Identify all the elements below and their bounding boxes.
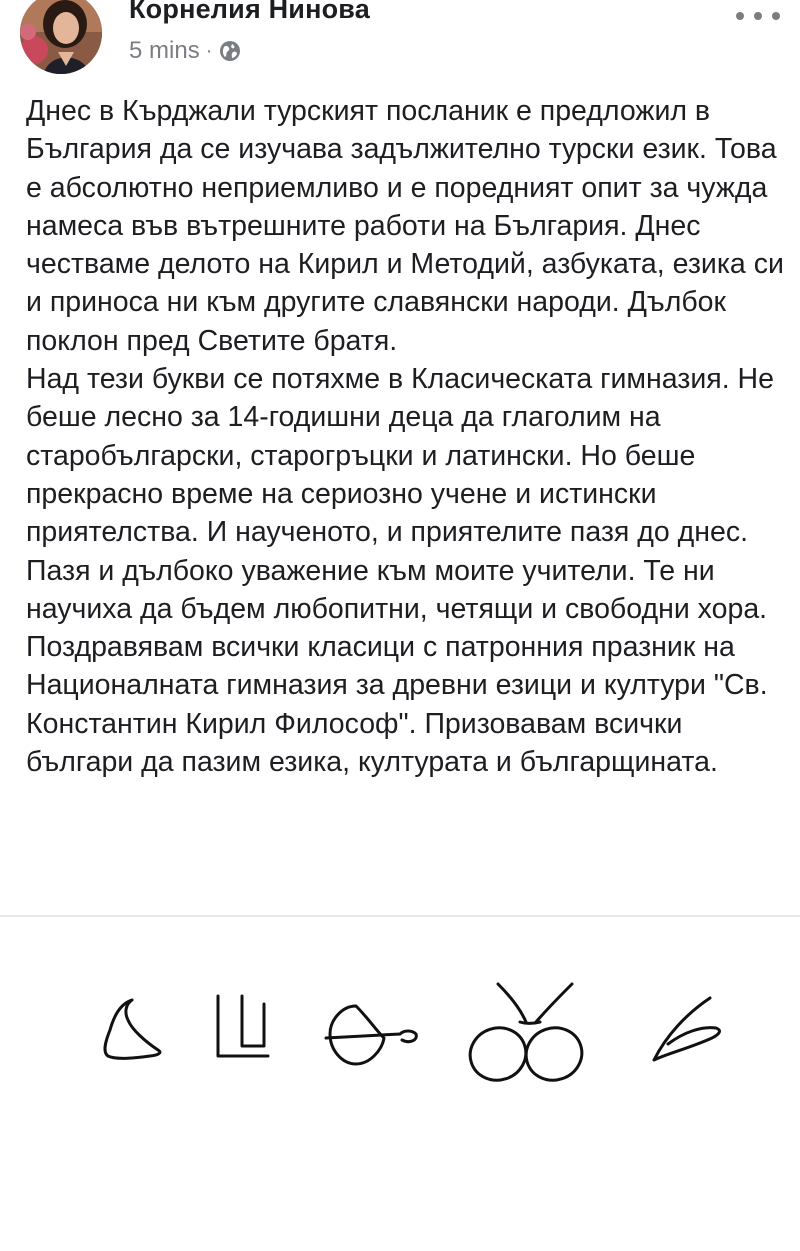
post-image[interactable]: [0, 960, 800, 1100]
post-paragraph: Днес в Кърджали турският посланик е предложил в България да се изучава задължително турски език. Това е абсолютно неприемливо и е поредният опит за чужда намеса във вътрешните работи на България. Днес честваме делото на Кирил и Методий, азбуката, езика си и приноса ни към другите славянски народи. Дълбок поклон пред Светите братя.: [26, 95, 784, 357]
post-timestamp[interactable]: 5 mins: [129, 37, 200, 64]
more-dot: [772, 12, 780, 20]
post-meta: [129, 36, 242, 66]
post-text: [26, 92, 786, 781]
globe-icon[interactable]: [218, 39, 242, 63]
meta-separator: ·: [205, 39, 213, 62]
handwritten-glagolitic-letters-icon: [0, 960, 800, 1100]
glyph-4: [498, 984, 572, 1022]
post-header: [0, 0, 800, 80]
glyph-2: [218, 996, 268, 1056]
author-name[interactable]: Корнелия Нинова: [129, 0, 370, 24]
more-dot: [754, 12, 762, 20]
author-avatar[interactable]: [20, 0, 102, 74]
post-paragraph: Над тези букви се потяхме в Класическата гимназия. Не беше лесно за 14-годишни деца да глаголим на старобългарски, старогръцки и латински. Но беше прекрасно време на сериозно учене и истински приятелства. И наученото, и приятелите пазя до днес. Пазя и дълбоко уважение към моите учители. Те ни научиха да бъдем любопитни, четящи и свободни хора. Поздравявам всички класици с патронния празник на Националната гимназия за древни езици и култури "Св. Константин Кирил Философ". Призовавам всички българи да пазим езика, културата и българщината.: [26, 363, 774, 779]
avatar-photo: [20, 0, 102, 74]
more-dots-icon: [736, 12, 744, 20]
glyph-5: [654, 998, 719, 1060]
image-divider: [0, 915, 800, 917]
more-options-button[interactable]: [736, 4, 780, 28]
glyph-1: [105, 1000, 160, 1058]
